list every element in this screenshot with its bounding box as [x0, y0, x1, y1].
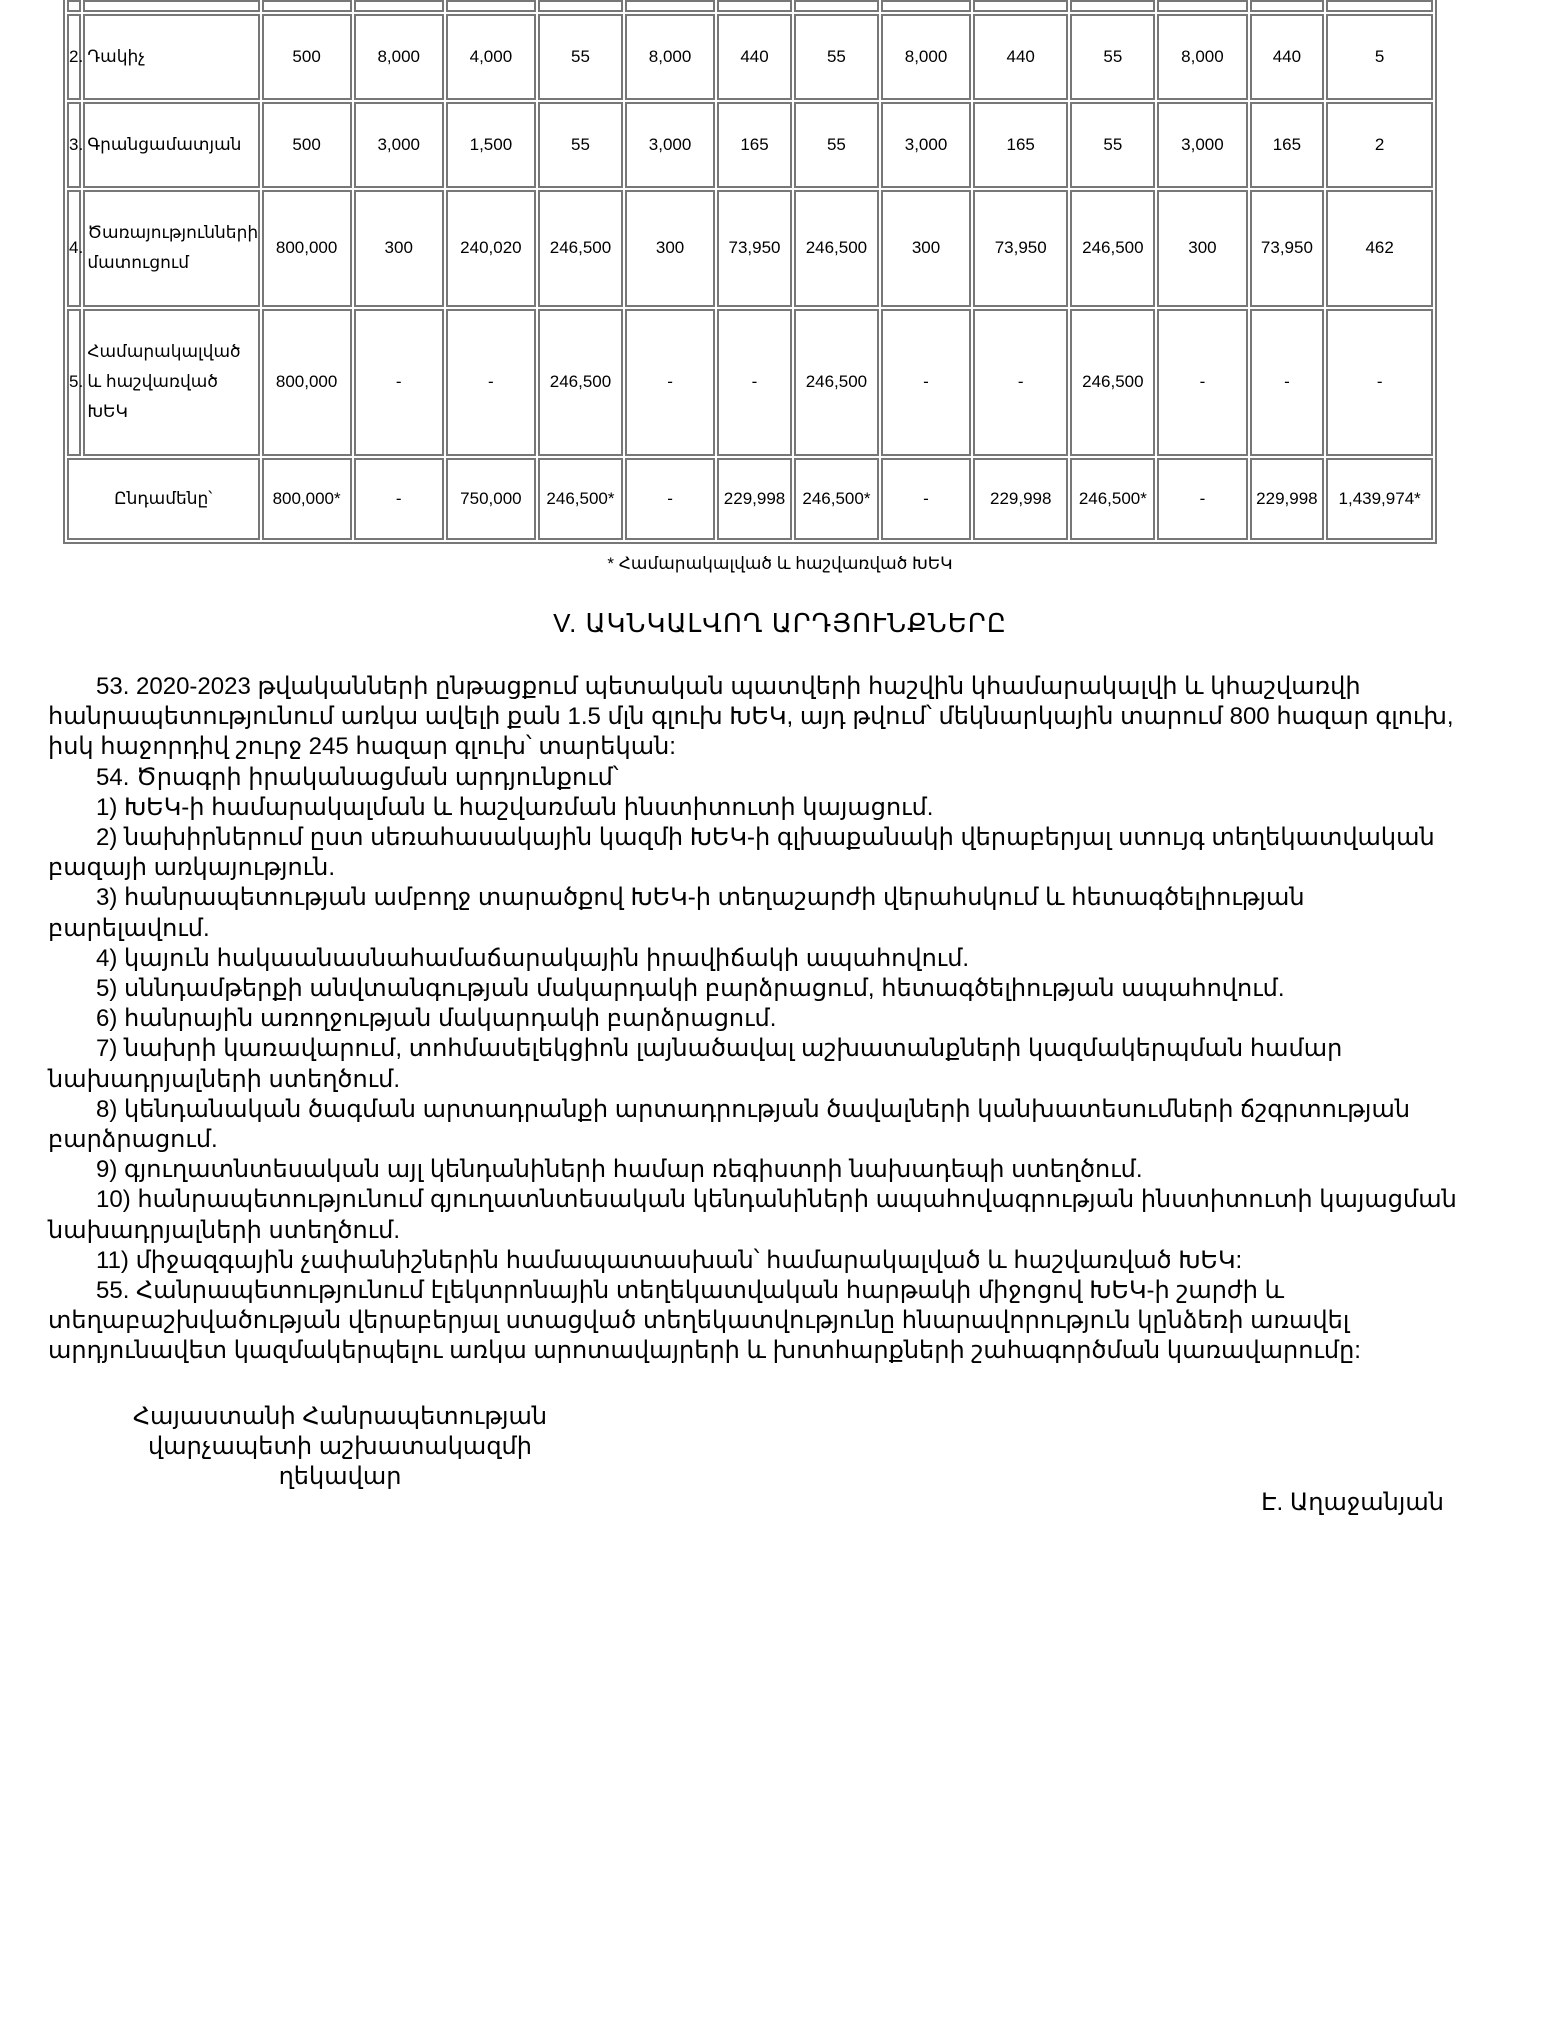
row-number: 4. [67, 190, 81, 307]
table-cell: 73,950 [717, 190, 792, 307]
paragraph: 1) ԽԵԿ-ի համարակալման և հաշվառման ինստիտուտի կայացում. [96, 793, 934, 821]
paragraph: 5) սննդամթերքի անվտանգության մակարդակի բարձրացում, հետագծելիության ապահովում. [96, 975, 1285, 1003]
signature-line: ղեկավար [278, 1463, 402, 1490]
signature-block [120, 1402, 560, 1492]
table-cell: 8,000 [881, 14, 971, 100]
total-cell: 229,998 [717, 458, 792, 540]
row-number: 3. [67, 102, 81, 188]
table-cell: 55 [1070, 102, 1155, 188]
paragraph: 7) նախրի կառավարում, տոհմասելեկցիոն լայնածավալ աշխատանքների կազմակերպման համար նախադրյալների ստեղծում. [48, 1035, 1343, 1093]
table-cell: - [1250, 309, 1325, 456]
paragraph: 3) հանրապետության ամբողջ տարածքով ԽԵԿ-ի տեղաշարժի վերահսկում և հետագծելիության բարելավում. [48, 884, 1305, 942]
table-cell: 55 [794, 102, 879, 188]
body-text [48, 672, 1468, 1367]
row-name: Դակիչ [83, 14, 259, 100]
table-cell: 440 [1250, 14, 1325, 100]
paragraph: 2) նախիրներում ըստ սեռահասակային կազմի ԽԵԿ-ի գլխաքանակի վերաբերյալ ստույգ տեղեկատվական բազայի առկայություն. [48, 824, 1435, 882]
table-cell: 3,000 [881, 102, 971, 188]
total-cell: - [881, 458, 971, 540]
budget-table [63, 0, 1437, 544]
table-cell: 165 [973, 102, 1068, 188]
table-cell: 440 [717, 14, 792, 100]
table-cell: 165 [717, 102, 792, 188]
table-cell: 240,020 [446, 190, 536, 307]
table-cell: 3,000 [1157, 102, 1247, 188]
total-cell: - [625, 458, 715, 540]
paragraph: 9) գյուղատնտեսական այլ կենդանիների համար ռեգիստրի նախադեպի ստեղծում. [96, 1156, 1143, 1184]
table-cell: 246,500 [538, 190, 623, 307]
table-cell: 462 [1326, 190, 1433, 307]
table-cell: - [973, 309, 1068, 456]
paragraph: 6) հանրային առողջության մակարդակի բարձրացում. [96, 1005, 777, 1033]
row-name: Ծառայությունների մատուցում [83, 190, 259, 307]
total-cell: 246,500* [794, 458, 879, 540]
table-cell: 500 [262, 102, 352, 188]
table-cell: 4,000 [446, 14, 536, 100]
paragraph: 10) հանրապետությունում գյուղատնտեսական կենդանիների ապահովագրության ինստիտուտի կայացման նախադրյալների ստեղծում. [48, 1186, 1457, 1244]
table-cell: - [717, 309, 792, 456]
table-row [67, 309, 1433, 456]
table-cell: 800,000 [262, 190, 352, 307]
paragraph: 11) միջազգային չափանիշներին համապատասխան՝ համարակալված և հաշվառված ԽԵԿ: [96, 1246, 1243, 1274]
table-cell: 300 [354, 190, 444, 307]
table-cell: 3,000 [354, 102, 444, 188]
table-total-row [67, 458, 1433, 540]
table-cell: 300 [1157, 190, 1247, 307]
table-cell: 55 [1070, 14, 1155, 100]
paragraph: 53. 2020-2023 թվականների ընթացքում պետական պատվերի հաշվին կհամարակալվի և կհաշվառվի հանրապետությունում առկա ավելի քան 1.5 մլն գլուխ ԽԵԿ, այդ թվում՝ մեկնարկային տարում 800 հազար գլուխ, իսկ հաջորդիվ շուրջ 245 հազար գլուխ՝ տարեկան: [48, 673, 1454, 761]
table-cell: 246,500 [1070, 190, 1155, 307]
table-cell: 8,000 [354, 14, 444, 100]
table-row [67, 190, 1433, 307]
signature-line: վարչապետի աշխատակազմի [148, 1433, 532, 1460]
table-cell: 500 [262, 14, 352, 100]
table-cell: - [1326, 309, 1433, 456]
table-cell: 5 [1326, 14, 1433, 100]
row-name: Գրանցամատյան [83, 102, 259, 188]
table-cell: 1,500 [446, 102, 536, 188]
table-cell: - [625, 309, 715, 456]
row-number: 2. [67, 14, 81, 100]
table-cell: 165 [1250, 102, 1325, 188]
table-row-partial [67, 0, 1433, 12]
table-cell: 73,950 [1250, 190, 1325, 307]
budget-table-container [63, 0, 1437, 544]
table-row [67, 14, 1433, 100]
table-cell: 246,500 [1070, 309, 1155, 456]
paragraph: 54. Ծրագրի իրականացման արդյունքում՝ [96, 763, 619, 791]
signature-line: Հայաստանի Հանրապետության [132, 1403, 548, 1430]
table-cell: 246,500 [794, 190, 879, 307]
table-cell: 246,500 [794, 309, 879, 456]
table-cell: 55 [538, 102, 623, 188]
table-cell: 800,000 [262, 309, 352, 456]
table-cell: 300 [881, 190, 971, 307]
table-cell: 55 [794, 14, 879, 100]
table-cell: 246,500 [538, 309, 623, 456]
table-cell: - [446, 309, 536, 456]
table-cell: 2 [1326, 102, 1433, 188]
total-label: Ընդամենը՝ [67, 458, 260, 540]
table-cell: - [1157, 309, 1247, 456]
total-cell: 750,000 [446, 458, 536, 540]
table-footnote: * Համարակալված և հաշվառված ԽԵԿ [607, 554, 953, 573]
section-title: V. ԱԿՆԿԱԼՎՈՂ ԱՐԴՅՈՒՆՔՆԵՐԸ [553, 608, 1007, 638]
paragraph: 55. Հանրապետությունում էլեկտրոնային տեղեկատվական հարթակի միջոցով ԽԵԿ-ի շարժի և տեղաբաշխվածության վերաբերյալ ստացված տեղեկատվությունը հնարավորություն կընձեռի առավել արդյունավետ կազմակերպելու առկա արոտավայրերի և խոտհարքների շահագործման կառավարումը: [48, 1277, 1361, 1365]
table-cell: 300 [625, 190, 715, 307]
total-cell: 229,998 [1250, 458, 1325, 540]
table-cell: 8,000 [625, 14, 715, 100]
total-cell: 246,500* [1070, 458, 1155, 540]
total-cell: 246,500* [538, 458, 623, 540]
table-cell: 73,950 [973, 190, 1068, 307]
total-cell: - [354, 458, 444, 540]
total-cell: 800,000* [262, 458, 352, 540]
row-name: Համարակալված և հաշվառված ԽԵԿ [83, 309, 259, 456]
table-cell: 55 [538, 14, 623, 100]
row-number: 5. [67, 309, 81, 456]
table-cell: 3,000 [625, 102, 715, 188]
signer-name: Է. Աղաջանյան [1261, 1489, 1444, 1516]
table-cell: - [881, 309, 971, 456]
total-cell: - [1157, 458, 1247, 540]
paragraph: 8) կենդանական ծագման արտադրանքի արտադրության ծավալների կանխատեսումների ճշգրտության բարձրացում. [48, 1095, 1411, 1154]
table-cell: 440 [973, 14, 1068, 100]
table-row [67, 102, 1433, 188]
paragraph: 4) կայուն հակաանասնահամաճարակային իրավիճակի ապահովում. [96, 944, 970, 972]
table-cell: - [354, 309, 444, 456]
table-cell: 8,000 [1157, 14, 1247, 100]
total-cell: 1,439,974* [1326, 458, 1433, 540]
total-cell: 229,998 [973, 458, 1068, 540]
